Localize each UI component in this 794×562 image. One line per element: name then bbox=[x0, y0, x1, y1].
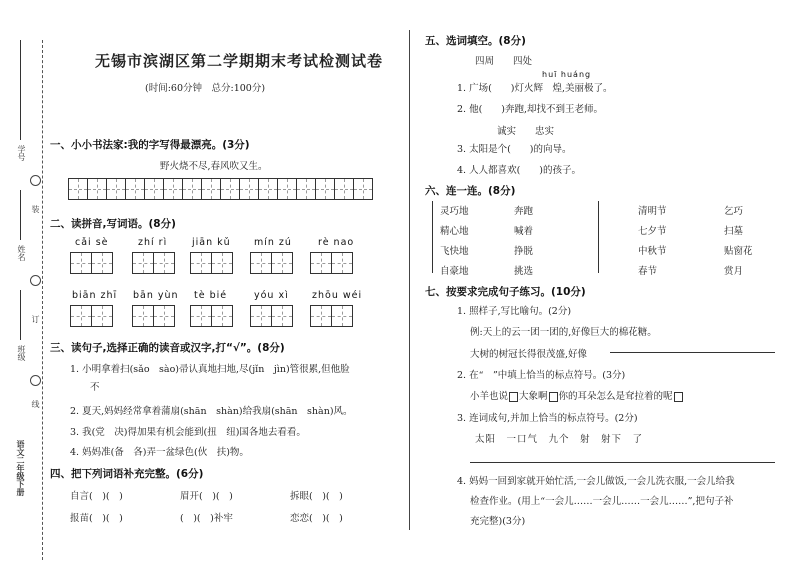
binding-strip bbox=[6, 20, 50, 540]
answer-box[interactable] bbox=[250, 305, 292, 327]
match-item[interactable]: 中秋节 bbox=[638, 246, 667, 257]
section-4-heading: 四、把下列词语补充完整。(6分) bbox=[50, 468, 204, 480]
punctuation-box[interactable] bbox=[509, 392, 518, 402]
sentence-part: 小羊也说 bbox=[470, 391, 509, 402]
pinyin-label: yóu xì bbox=[254, 290, 289, 301]
pinyin-ruby: huī huáng bbox=[542, 70, 592, 79]
exam-title: 无锡市滨湖区第二学期期末考试检测试卷 bbox=[95, 52, 384, 70]
bracket-line bbox=[432, 201, 433, 273]
question-text: 充完整)(3分) bbox=[470, 516, 526, 527]
punctuation-box[interactable] bbox=[674, 392, 683, 402]
word-choices: 诚实 忠实 bbox=[497, 126, 555, 137]
sentence-item: 1. 小明拿着扫(sǎo sào)帚认真地扫地,尽(jǐn jìn)管很累,但他脸 bbox=[70, 364, 350, 375]
match-item[interactable]: 乞巧 bbox=[724, 206, 744, 217]
section-1-heading: 一、小小书法家:我的字写得最漂亮。(3分) bbox=[50, 139, 250, 151]
name-underline bbox=[20, 190, 21, 240]
sentence-item: 4. 妈妈准(备 各)弄一盆绿色(伙 扶)物。 bbox=[70, 447, 249, 458]
idiom-blank[interactable]: 恋恋( )( ) bbox=[290, 513, 343, 524]
pinyin-label: biān zhī bbox=[72, 290, 118, 301]
grade-label: 语文二年级下册 bbox=[16, 440, 25, 496]
fill-item: 1. 广场( )灯火辉 煌,美丽极了。 bbox=[457, 83, 613, 94]
match-item[interactable]: 喊着 bbox=[514, 226, 534, 237]
answer-box[interactable] bbox=[310, 252, 352, 274]
section-6-heading: 六、连一连。(8分) bbox=[425, 185, 516, 197]
pinyin-label: bān yùn bbox=[133, 290, 179, 301]
sentence-part: 你的耳朵怎么是耷拉着的呢 bbox=[558, 391, 673, 402]
answer-box[interactable] bbox=[190, 305, 232, 327]
pinyin-label: zhí rì bbox=[138, 237, 168, 248]
idiom-blank[interactable]: 报苗( )( ) bbox=[70, 513, 123, 524]
section-2-heading: 二、读拼音,写词语。(8分) bbox=[50, 218, 176, 230]
binding-char: 订 bbox=[31, 315, 40, 323]
sentence-item: 2. 夏天,妈妈经常拿着蒲扇(shān shàn)给我扇(shān shàn)风。 bbox=[70, 406, 353, 417]
answer-line[interactable] bbox=[610, 352, 775, 353]
question-prompt: 大树的树冠长得很茂盛,好像 bbox=[470, 349, 588, 360]
question-text: 1. 照样子,写比喻句。(2分) bbox=[457, 306, 572, 317]
idiom-blank[interactable]: 自言( )( ) bbox=[70, 491, 123, 502]
answer-box[interactable] bbox=[190, 252, 232, 274]
pinyin-label: tè bié bbox=[194, 290, 228, 301]
match-item[interactable]: 灵巧地 bbox=[440, 206, 469, 217]
class-label: 班级 bbox=[17, 345, 26, 361]
pinyin-label: zhōu wéi bbox=[312, 290, 363, 301]
answer-line[interactable] bbox=[470, 462, 775, 463]
match-item[interactable]: 春节 bbox=[638, 266, 658, 277]
binding-dashed-line bbox=[42, 40, 43, 560]
question-text: 3. 连词成句,并加上恰当的标点符号。(2分) bbox=[457, 413, 638, 424]
binding-char: 装 bbox=[31, 205, 40, 213]
calligraphy-verse: 野火烧不尽,春风吹又生。 bbox=[160, 161, 268, 172]
sentence-part: 大象啊 bbox=[519, 391, 548, 402]
match-item[interactable]: 贴窗花 bbox=[724, 246, 753, 257]
student-id-label: 学号 bbox=[17, 145, 26, 161]
match-item[interactable]: 挣脱 bbox=[514, 246, 534, 257]
binding-circle bbox=[30, 275, 41, 286]
idiom-blank[interactable]: ( )( )补牢 bbox=[180, 513, 233, 524]
match-item[interactable]: 赏月 bbox=[724, 266, 744, 277]
fill-item: 4. 人人都喜欢( )的孩子。 bbox=[457, 165, 581, 176]
word-choices: 四周 四处 bbox=[475, 56, 533, 67]
match-item[interactable]: 七夕节 bbox=[638, 226, 667, 237]
match-item[interactable]: 清明节 bbox=[638, 206, 667, 217]
sentence-item-tail: 不 bbox=[90, 382, 100, 393]
class-underline bbox=[20, 290, 21, 340]
example-text: 例:天上的云一团一团的,好像巨大的棉花糖。 bbox=[470, 327, 657, 338]
section-5-heading: 五、选词填空。(8分) bbox=[425, 35, 526, 47]
answer-box[interactable] bbox=[132, 305, 174, 327]
section-7-heading: 七、按要求完成句子练习。(10分) bbox=[425, 286, 586, 298]
match-item[interactable]: 挑选 bbox=[514, 266, 534, 277]
exam-subtitle: (时间:60分钟 总分:100分) bbox=[145, 83, 266, 94]
pinyin-label: jiān kǔ bbox=[192, 237, 231, 248]
match-item[interactable]: 飞快地 bbox=[440, 246, 469, 257]
question-text: 2. 在“ ”中填上恰当的标点符号。(3分) bbox=[457, 370, 626, 381]
name-label: 姓名 bbox=[17, 245, 26, 261]
answer-box[interactable] bbox=[70, 305, 112, 327]
pinyin-label: rè nao bbox=[318, 237, 355, 248]
binding-circle bbox=[30, 175, 41, 186]
punctuation-box[interactable] bbox=[549, 392, 558, 402]
answer-box[interactable] bbox=[250, 252, 292, 274]
page-divider bbox=[409, 30, 410, 530]
match-item[interactable]: 奔跑 bbox=[514, 206, 534, 217]
fill-item: 2. 他( )奔跑,却找不到王老师。 bbox=[457, 104, 604, 115]
punctuation-sentence bbox=[470, 388, 684, 402]
match-item[interactable]: 精心地 bbox=[440, 226, 469, 237]
section-3-heading: 三、读句子,选择正确的读音或汉字,打“√”。(8分) bbox=[50, 342, 285, 354]
binding-circle bbox=[30, 375, 41, 386]
match-item[interactable]: 扫墓 bbox=[724, 226, 744, 237]
word-bank: 太阳 一口气 九个 射 射下 了 bbox=[475, 434, 644, 445]
sentence-item: 3. 我(党 决)得加果有机会能到(扭 纽)国各地去看看。 bbox=[70, 427, 306, 438]
answer-box[interactable] bbox=[70, 252, 112, 274]
binding-char: 线 bbox=[31, 400, 40, 408]
bracket-line bbox=[598, 201, 599, 273]
calligraphy-grid bbox=[68, 178, 372, 200]
pinyin-label: cǎi sè bbox=[75, 237, 109, 248]
question-text: 4. 妈妈一回到家就开始忙活,一会儿做饭,一会儿洗衣服,一会儿给我 bbox=[457, 476, 735, 487]
idiom-blank[interactable]: 拆眼( )( ) bbox=[290, 491, 343, 502]
question-text: 检查作业。(用上“一会儿……一会儿……一会儿……”,把句子补 bbox=[470, 496, 734, 507]
pinyin-label: mín zú bbox=[254, 237, 292, 248]
id-underline bbox=[20, 40, 21, 140]
answer-box[interactable] bbox=[132, 252, 174, 274]
fill-item: 3. 太阳是个( )的向导。 bbox=[457, 144, 572, 155]
answer-box[interactable] bbox=[310, 305, 352, 327]
match-item[interactable]: 自豪地 bbox=[440, 266, 469, 277]
idiom-blank[interactable]: 眉开( )( ) bbox=[180, 491, 233, 502]
